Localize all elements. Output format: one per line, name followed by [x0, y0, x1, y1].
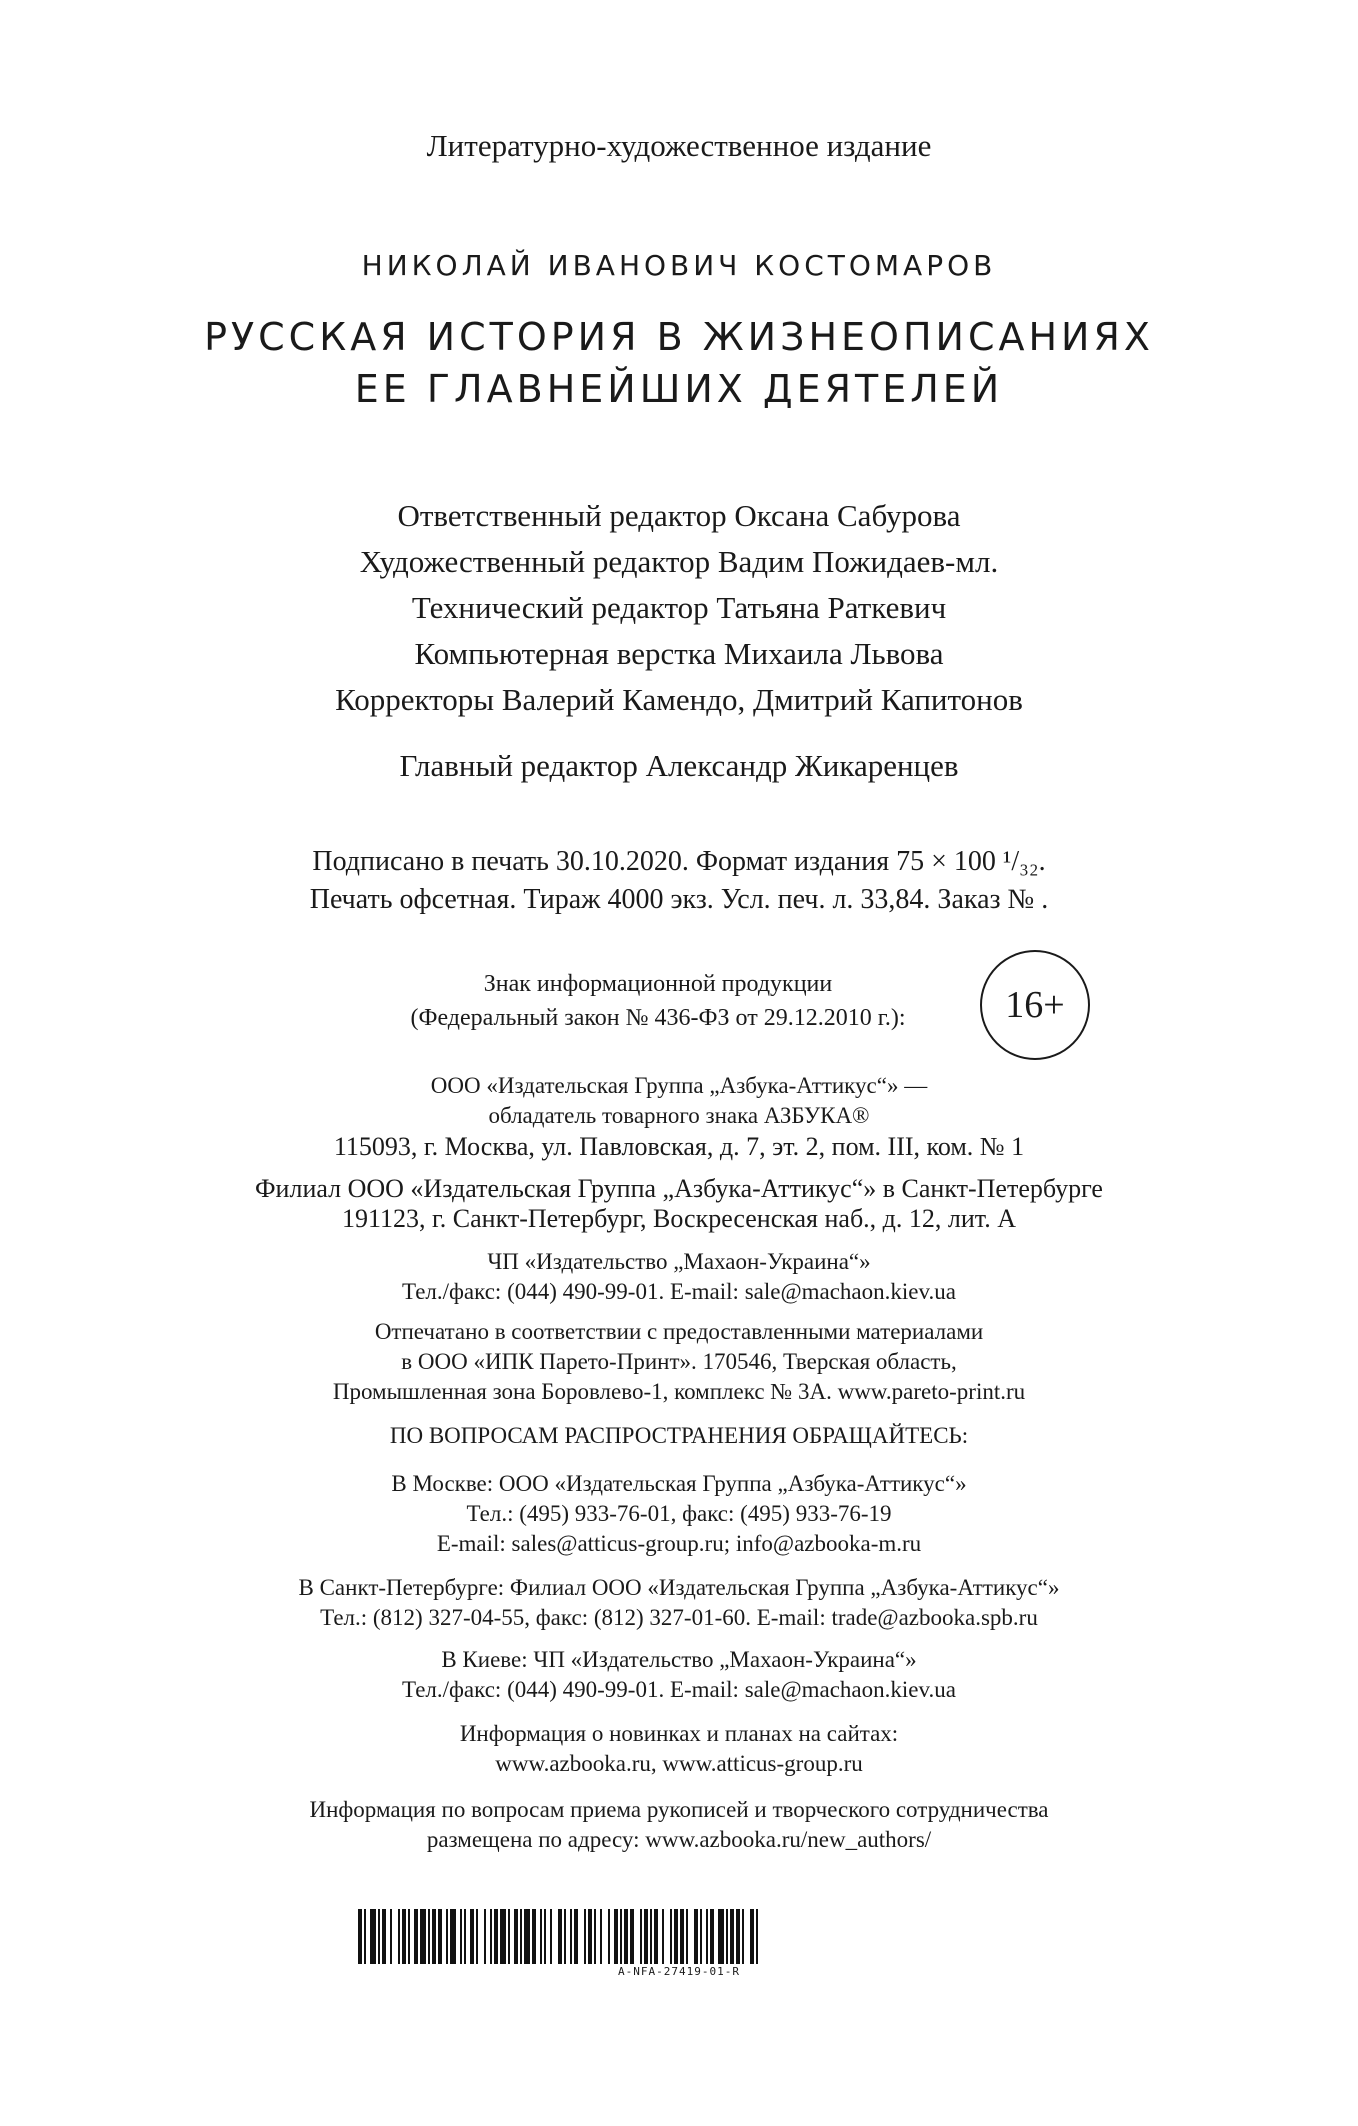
- age-rating-law: (Федеральный закон № 436-ФЗ от 29.12.2010 г.):: [410, 1005, 906, 1031]
- book-title-line-1: РУССКАЯ ИСТОРИЯ В ЖИЗНЕОПИСАНИЯХ: [204, 315, 1154, 359]
- publisher-line-1: ООО «Издательская Группа „Азбука-Аттикус“» —: [430, 1073, 928, 1098]
- executive-editor: Ответственный редактор Оксана Сабурова: [397, 498, 961, 533]
- publisher-line-2: обладатель товарного знака АЗБУКА®: [488, 1103, 870, 1128]
- author-name: НИКОЛАЙ ИВАНОВИЧ КОСТОМАРОВ: [361, 249, 997, 282]
- branch-line-1: Филиал ООО «Издательская Группа „Азбука-Аттикус“» в Санкт-Петербурге: [255, 1174, 1103, 1203]
- age-rating-block: [0, 950, 1358, 1060]
- printed-line-2: в ООО «ИПК Парето-Принт». 170546, Тверская область,: [401, 1349, 957, 1374]
- proofreaders: Корректоры Валерий Камендо, Дмитрий Капитонов: [335, 682, 1023, 717]
- print-info-line-2: Печать офсетная. Тираж 4000 экз. Усл. печ. л. 33,84. Заказ № .: [309, 884, 1049, 915]
- layout-credit: Компьютерная верстка Михаила Львова: [414, 636, 944, 671]
- sites-info: Информация о новинках и планах на сайтах:: [459, 1721, 899, 1746]
- spb-distributor: В Санкт-Петербурге: Филиал ООО «Издательская Группа „Азбука-Аттикус“»: [298, 1575, 1060, 1600]
- moscow-distributor: В Москве: ООО «Издательская Группа „Азбука-Аттикус“»: [391, 1471, 967, 1496]
- sites-links: www.azbooka.ru, www.atticus-group.ru: [495, 1751, 863, 1776]
- moscow-email: E-mail: sales@atticus-group.ru; info@azbooka-m.ru: [436, 1531, 922, 1556]
- barcode-label: A-NFA-27419-01-R: [618, 1965, 740, 1978]
- edition-type: Литературно-художественное издание: [426, 128, 932, 163]
- manuscripts-info: Информация по вопросам приема рукописей и творческого сотрудничества: [309, 1797, 1049, 1822]
- manuscripts-address: размещена по адресу: www.azbooka.ru/new_authors/: [426, 1827, 932, 1852]
- age-rating-badge: [980, 950, 1090, 1060]
- moscow-phone: Тел.: (495) 933-76-01, факс: (495) 933-76-19: [466, 1501, 892, 1526]
- printed-line-1: Отпечатано в соответствии с предоставленными материалами: [374, 1319, 984, 1344]
- ukraine-contacts: Тел./факс: (044) 490-99-01. E-mail: sale@machaon.kiev.ua: [402, 1279, 956, 1304]
- kiev-contacts: Тел./факс: (044) 490-99-01. E-mail: sale@machaon.kiev.ua: [402, 1677, 956, 1702]
- distribution-heading: ПО ВОПРОСАМ РАСПРОСТРАНЕНИЯ ОБРАЩАЙТЕСЬ:: [389, 1423, 969, 1448]
- branch-address: 191123, г. Санкт-Петербург, Воскресенская наб., д. 12, лит. А: [342, 1204, 1016, 1233]
- book-title-line-2: ЕЕ ГЛАВНЕЙШИХ ДЕЯТЕЛЕЙ: [354, 367, 1004, 411]
- spb-contacts: Тел.: (812) 327-04-55, факс: (812) 327-01-60. E-mail: trade@azbooka.spb.ru: [320, 1605, 1038, 1630]
- chief-editor: Главный редактор Александр Жикаренцев: [399, 748, 959, 783]
- age-rating-value: 16+: [1005, 984, 1065, 1026]
- printed-line-3: Промышленная зона Боровлево-1, комплекс № 3А. www.pareto-print.ru: [332, 1379, 1026, 1404]
- barcode-icon: [358, 1909, 762, 1964]
- print-info-line-1: Подписано в печать 30.10.2020. Формат издания 75 × 100 ¹/₃₂.: [312, 846, 1046, 877]
- technical-editor: Технический редактор Татьяна Раткевич: [411, 590, 947, 625]
- ukraine-publisher: ЧП «Издательство „Махаон-Украина“»: [487, 1249, 871, 1274]
- kiev-distributor: В Киеве: ЧП «Издательство „Махаон-Украина“»: [441, 1647, 917, 1672]
- art-editor: Художественный редактор Вадим Пожидаев-мл.: [359, 544, 999, 579]
- publisher-address: 115093, г. Москва, ул. Павловская, д. 7, эт. 2, пом. III, ком. № 1: [333, 1132, 1025, 1161]
- age-rating-label: Знак информационной продукции: [483, 971, 833, 997]
